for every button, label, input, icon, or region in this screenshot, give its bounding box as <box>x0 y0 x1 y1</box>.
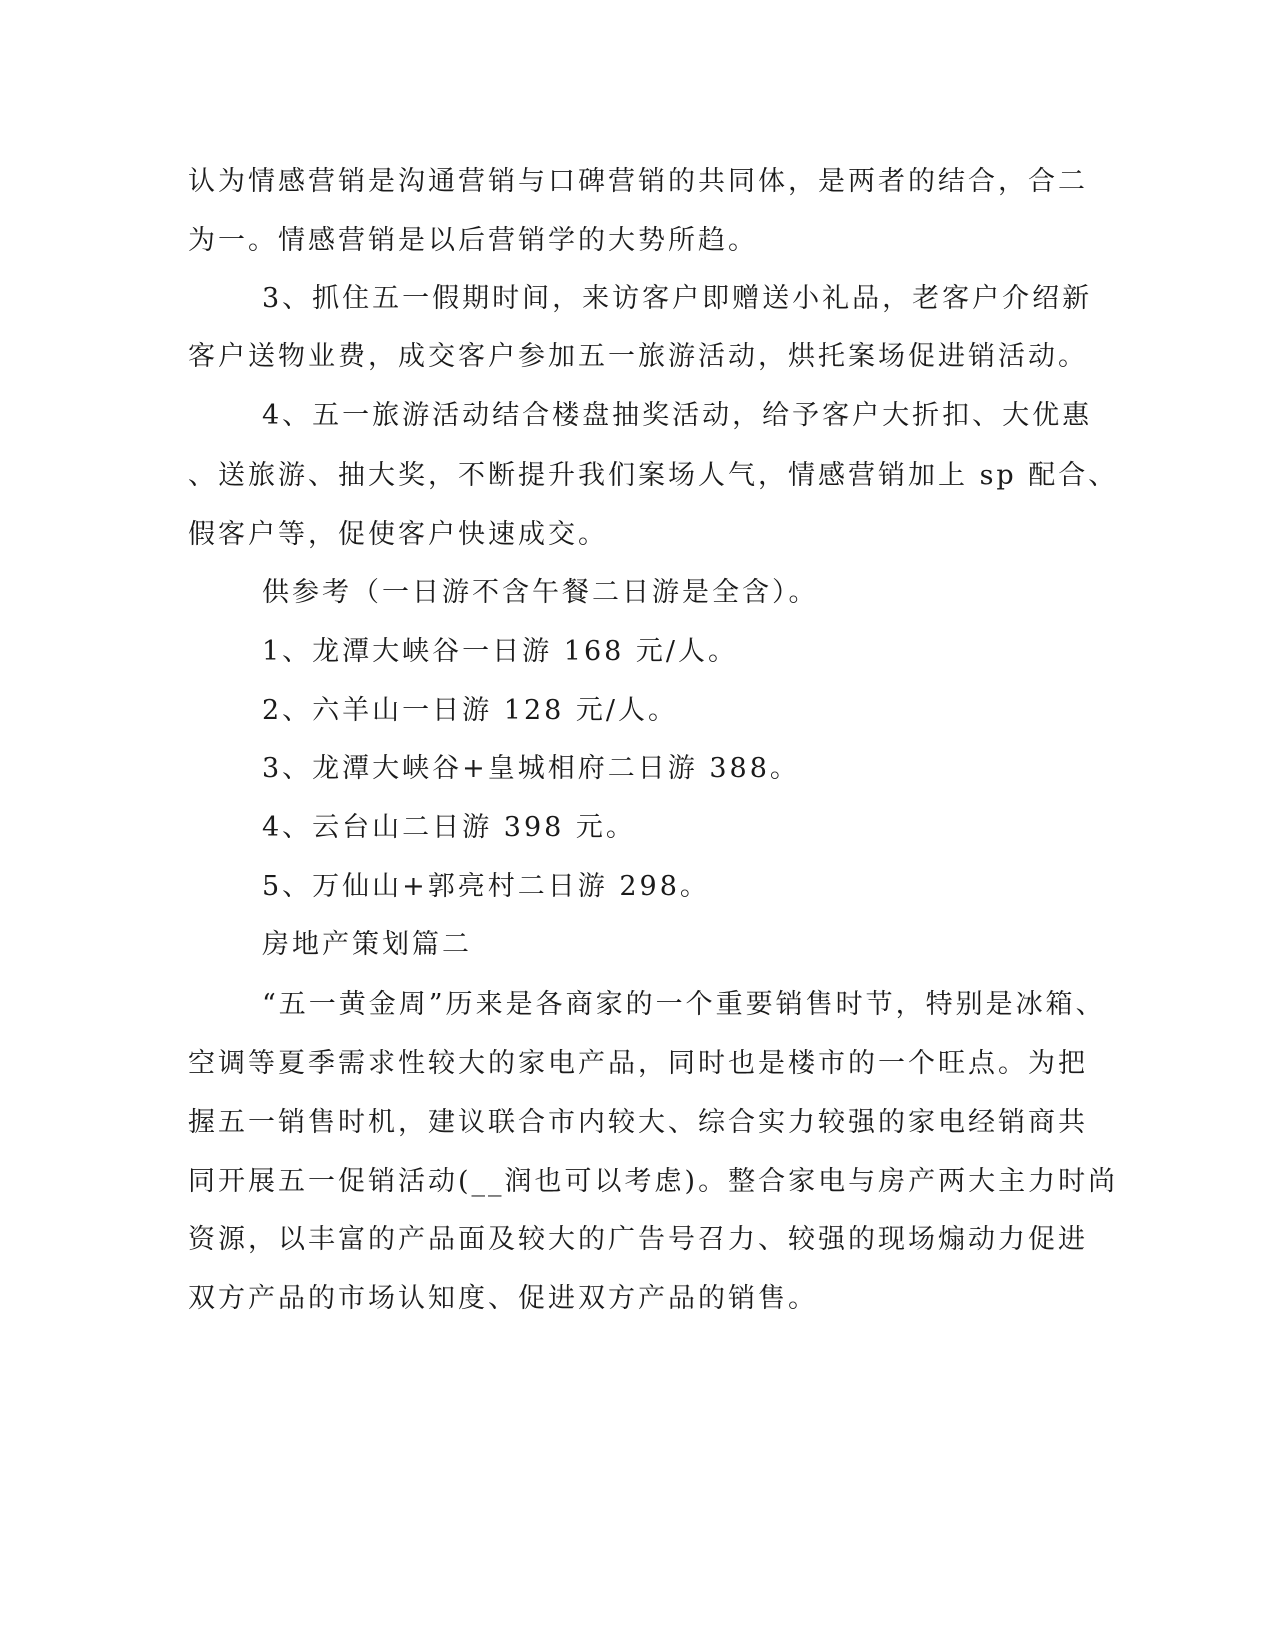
text-line: 同开展五一促销活动(__润也可以考虑)。整合家电与房产两大主力时尚 <box>188 1166 1119 1197</box>
section-heading: 房地产策划篇二 <box>262 929 472 960</box>
text-line: 双方产品的市场认知度、促进双方产品的销售。 <box>188 1283 818 1314</box>
text-line: 3、抓住五一假期时间，来访客户即赠送小礼品，老客户介绍新 <box>262 283 1093 314</box>
text-line: 客户送物业费，成交客户参加五一旅游活动，烘托案场促进销活动。 <box>188 341 1088 372</box>
text-line: 握五一销售时机，建议联合市内较大、综合实力较强的家电经销商共 <box>188 1107 1088 1138</box>
text-line: 假客户等，促使客户快速成交。 <box>188 519 608 550</box>
text-line: 4、五一旅游活动结合楼盘抽奖活动，给予客户大折扣、大优惠 <box>262 400 1093 431</box>
text-line: 2、六羊山一日游 128 元/人。 <box>262 695 678 726</box>
text-line: 空调等夏季需求性较大的家电产品，同时也是楼市的一个旺点。为把 <box>188 1048 1088 1079</box>
text-line: 供参考（一日游不含午餐二日游是全含）。 <box>262 577 819 608</box>
text-line: “五一黄金周”历来是各商家的一个重要销售时节，特别是冰箱、 <box>262 989 1106 1020</box>
text-line: 3、龙潭大峡谷+皇城相府二日游 388。 <box>262 753 800 784</box>
text-line: 4、云台山二日游 398 元。 <box>262 812 636 843</box>
text-line: 认为情感营销是沟通营销与口碑营销的共同体，是两者的结合，合二 <box>188 166 1088 197</box>
text-line: 资源，以丰富的产品面及较大的广告号召力、较强的现场煽动力促进 <box>188 1224 1088 1255</box>
text-line: 5、万仙山+郭亮村二日游 298。 <box>262 871 710 902</box>
text-line: 、送旅游、抽大奖，不断提升我们案场人气，情感营销加上 sp 配合、 <box>188 460 1119 491</box>
text-line: 为一。情感营销是以后营销学的大势所趋。 <box>188 225 758 256</box>
text-line: 1、龙潭大峡谷一日游 168 元/人。 <box>262 636 738 667</box>
